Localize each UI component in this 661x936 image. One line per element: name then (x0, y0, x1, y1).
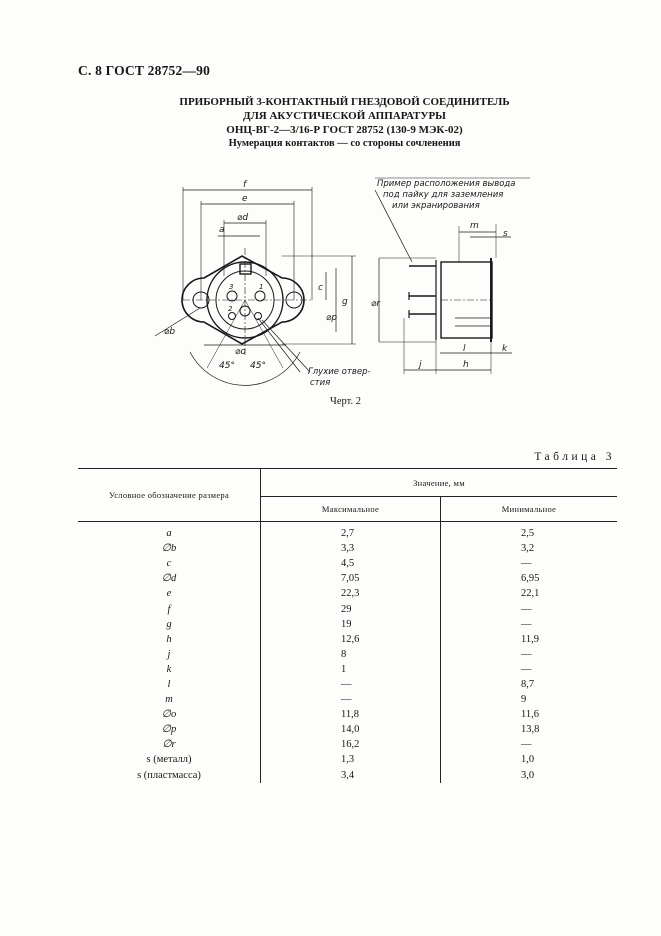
value-min: 1,0 (521, 754, 535, 766)
value-min: 3,2 (521, 543, 535, 555)
table-row (78, 556, 617, 571)
size-name: ∅d (78, 571, 261, 586)
value-max: 14,0 (261, 722, 441, 737)
title-line-1: ПРИБОРНЫЙ 3-КОНТАКТНЫЙ ГНЕЗДОВОЙ СОЕДИНИТЕЛЬ (179, 96, 510, 108)
note-top-line-3: или экранирования (392, 201, 480, 211)
size-name: c (78, 556, 261, 571)
value-max: 1 (261, 662, 441, 677)
value-min: — (521, 603, 532, 615)
size-name: e (78, 586, 261, 601)
dimensions-table (78, 468, 617, 783)
value-max: 22,3 (261, 586, 441, 601)
value-min: 2,5 (521, 528, 535, 540)
table-row (78, 647, 617, 662)
size-name: a (78, 522, 261, 542)
value-min: 3,0 (521, 769, 535, 781)
value-min: 8,7 (521, 678, 535, 690)
value-min: — (521, 618, 532, 630)
label-c: c (318, 283, 323, 293)
contact-3 (227, 291, 237, 301)
label-f: f (243, 180, 247, 190)
table-row (78, 752, 617, 767)
value-max: 1,3 (261, 752, 441, 767)
title-line-4: Нумерация контактов — со стороны сочленения (228, 138, 461, 149)
size-name: k (78, 662, 261, 677)
label-angle-2: 45° (250, 361, 266, 371)
table-row (78, 707, 617, 722)
value-max: 8 (261, 647, 441, 662)
label-a: a (219, 225, 225, 235)
table-row (78, 737, 617, 752)
table-row (78, 522, 617, 542)
size-name: ∅o (78, 707, 261, 722)
label-g: g (342, 297, 348, 307)
column-header-name: Условное обозначение размера (78, 469, 261, 522)
label-j: j (419, 360, 422, 370)
size-name: ∅b (78, 541, 261, 556)
label-d: ⌀d (237, 213, 249, 223)
table-row (78, 692, 617, 707)
value-min: 13,8 (521, 724, 540, 736)
value-max: — (261, 677, 441, 692)
size-name: ∅r (78, 737, 261, 752)
value-max: 11,8 (261, 707, 441, 722)
label-h: h (463, 360, 469, 370)
size-name: m (78, 692, 261, 707)
table-row (78, 571, 617, 586)
table-row (78, 662, 617, 677)
title-line-2: ДЛЯ АКУСТИЧЕСКОЙ АППАРАТУРЫ (243, 110, 446, 122)
size-name: l (78, 677, 261, 692)
value-min: 6,95 (521, 573, 540, 585)
title-line-3: ОНЦ-ВГ-2—3/16-Р ГОСТ 28752 (130-9 МЭК-02) (226, 124, 463, 136)
value-max: 2,7 (261, 522, 441, 542)
pin-label-1: 1 (259, 283, 264, 291)
document-title (0, 95, 661, 151)
value-max: 3,3 (261, 541, 441, 556)
value-min: — (521, 648, 532, 660)
table-row (78, 768, 617, 783)
table-row (78, 632, 617, 647)
table-row (78, 541, 617, 556)
value-min: 11,9 (521, 633, 539, 645)
label-r: ⌀r (371, 299, 381, 309)
page-header: С. 8 ГОСТ 28752—90 (78, 63, 211, 78)
column-header-min: Минимальное (441, 497, 618, 522)
contact-1 (255, 291, 265, 301)
size-name: h (78, 632, 261, 647)
label-angle-1: 45° (219, 361, 235, 371)
value-max: 19 (261, 617, 441, 632)
table-row (78, 601, 617, 616)
size-name: j (78, 647, 261, 662)
figure-caption: Черт. 2 (330, 396, 361, 407)
table-label: Таблица 3 (534, 451, 615, 463)
label-l: l (463, 344, 466, 354)
label-k: k (502, 344, 508, 354)
pin-label-3: 3 (229, 283, 234, 291)
size-name: f (78, 601, 261, 616)
note-top-line-1: Пример расположения вывода (377, 179, 516, 189)
value-min: 11,6 (521, 709, 539, 721)
table-row (78, 677, 617, 692)
value-min: — (521, 739, 532, 751)
table-row (78, 617, 617, 632)
value-max: 7,05 (261, 571, 441, 586)
label-e: e (242, 194, 248, 204)
label-m: m (470, 221, 479, 231)
table-row (78, 722, 617, 737)
column-header-max: Максимальное (261, 497, 441, 522)
value-max: — (261, 692, 441, 707)
size-name: g (78, 617, 261, 632)
note-bottom-line-1: Глухие отвер- (308, 367, 371, 377)
key-slot (240, 264, 251, 274)
label-p: ⌀p (326, 313, 338, 323)
label-o: ⌀o (235, 347, 246, 357)
value-min: 9 (521, 694, 527, 706)
value-max: 12,6 (261, 632, 441, 647)
value-max: 29 (261, 601, 441, 616)
size-name: s (металл) (78, 752, 261, 767)
size-name: ∅p (78, 722, 261, 737)
value-min: — (521, 663, 532, 675)
technical-drawing (150, 170, 550, 392)
value-min: — (521, 558, 532, 570)
table-row (78, 586, 617, 601)
label-s: s (503, 229, 508, 239)
pin-label-2: 2 (228, 305, 233, 313)
value-min: 22,1 (521, 588, 540, 600)
label-b: ⌀b (164, 327, 176, 337)
note-bottom-line-2: стия (310, 378, 331, 388)
value-max: 3,4 (261, 768, 441, 783)
note-top-line-2: под пайку для заземления (383, 190, 504, 200)
value-max: 4,5 (261, 556, 441, 571)
size-name: s (пластмасса) (78, 768, 261, 783)
column-header-value: Значение, мм (261, 469, 618, 497)
value-max: 16,2 (261, 737, 441, 752)
